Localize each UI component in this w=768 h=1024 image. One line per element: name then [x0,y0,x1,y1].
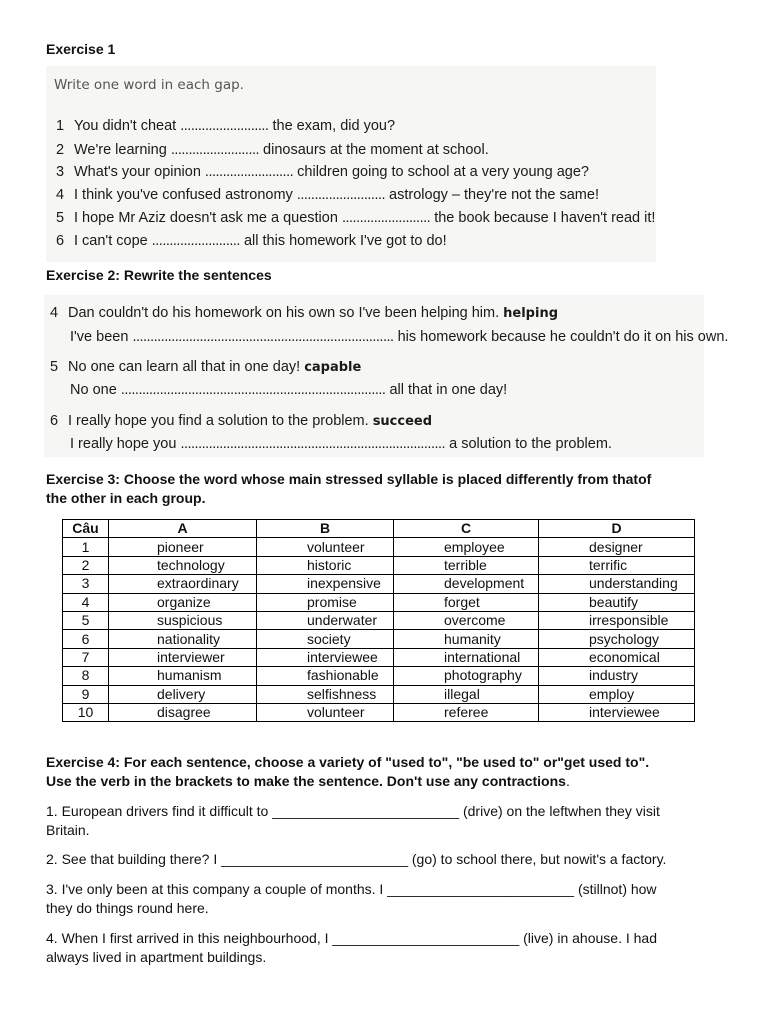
exercise1-item: 2 We're learning ......................... dinosaurs at the moment at school. [56,142,489,158]
column-header: Câu [63,520,109,538]
table-row [63,630,695,648]
column-header: C [394,520,539,538]
exercise1-heading: Exercise 1 [46,41,116,57]
exercise2-heading: Exercise 2: Rewrite the sentences [46,267,272,283]
table-cell: 1 [63,538,109,556]
table-cell: terrific [539,556,695,574]
exercise4-heading-line2: Use the verb in the brackets to make the sentence. Don't use any contractions [46,773,566,789]
exercise4-item: 3. I've only been at this company a couple of months. I ________________________ (stillnot) how they do things round here. [46,881,657,916]
table-cell: organize [109,593,257,611]
table-cell: 3 [63,575,109,593]
table-cell: designer [539,538,695,556]
exercise1-item: 6 I can't cope ......................... all this homework I've got to do! [56,233,447,249]
exercise1-item: 4 I think you've confused astronomy ......................... astrology – they're not the same! [56,187,599,203]
table-cell: irresponsible [539,611,695,629]
table-cell: 7 [63,648,109,666]
table-cell: 2 [63,556,109,574]
table-cell: extraordinary [109,575,257,593]
table-cell: economical [539,648,695,666]
table-cell: volunteer [257,538,394,556]
exercise1-item: 5 I hope Mr Aziz doesn't ask me a question ......................... the book because I haven't read it! [56,210,656,226]
table-cell: 9 [63,685,109,703]
exercise2-sentence: 5 No one can learn all that in one day! capable [50,359,362,375]
table-cell: forget [394,593,539,611]
column-header: A [109,520,257,538]
table-cell: historic [257,556,394,574]
exercise3-heading-line2: the other in each group. [46,490,206,506]
table-cell: interviewee [539,703,695,721]
exercise1-instruction: Write one word in each gap. [54,77,244,93]
table-row [63,667,695,685]
table-cell: industry [539,667,695,685]
exercise3-heading [46,470,651,508]
table-cell: promise [257,593,394,611]
table-cell: selfishness [257,685,394,703]
table-cell: 6 [63,630,109,648]
exercise4-item: 4. When I first arrived in this neighbourhood, I ________________________ (live) in ahouse. I had always lived in apartment buildings. [46,930,657,965]
table-row [63,556,695,574]
exercise4-heading-line1: Exercise 4: For each sentence, choose a variety of "used to", "be used to" or"get used to". [46,754,650,770]
exercise1-item: 1 You didn't cheat ......................... the exam, did you? [56,118,396,134]
table-cell: society [257,630,394,648]
table-cell: illegal [394,685,539,703]
table-cell: technology [109,556,257,574]
exercise2-answer-line: No one ........................................................................... all that in one day! [70,382,508,398]
table-cell: volunteer [257,703,394,721]
table-cell: referee [394,703,539,721]
table-cell: international [394,648,539,666]
exercise4-heading-period: . [565,773,570,789]
table-cell: inexpensive [257,575,394,593]
table-cell: overcome [394,611,539,629]
exercise4-item: 2. See that building there? I ________________________ (go) to school there, but nowit's a factory. [46,851,667,867]
table-cell: underwater [257,611,394,629]
exercise1-item: 3 What's your opinion ......................... children going to school at a very young age? [56,164,589,180]
table-cell: suspicious [109,611,257,629]
table-cell: 8 [63,667,109,685]
table-cell: employ [539,685,695,703]
table-cell: fashionable [257,667,394,685]
table-cell: humanism [109,667,257,685]
table-cell: 10 [63,703,109,721]
exercise4-item: 1. European drivers find it difficult to ________________________ (drive) on the leftwhen they visit Britain. [46,803,660,838]
table-cell: beautify [539,593,695,611]
table-header-row [63,520,695,538]
table-cell: 4 [63,593,109,611]
table-cell: disagree [109,703,257,721]
column-header: B [257,520,394,538]
table-row [63,648,695,666]
exercise2-answer-line: I really hope you ........................................................................... a solution to the problem. [70,436,612,452]
table-cell: interviewee [257,648,394,666]
table-row [63,538,695,556]
exercise2-sentence: 6 I really hope you find a solution to the problem. succeed [50,413,433,429]
table-cell: development [394,575,539,593]
table-row [63,685,695,703]
exercise1-block [46,66,656,262]
exercise4-heading [46,753,736,791]
table-cell: terrible [394,556,539,574]
table-cell: delivery [109,685,257,703]
table-row [63,575,695,593]
exercise3-heading-line1: Exercise 3: Choose the word whose main stressed syllable is placed differently from thatof [46,471,652,487]
table-row [63,611,695,629]
table-cell: nationality [109,630,257,648]
exercise2-answer-line: I've been .......................................................................... his homework because he couldn't do it on his own. [70,329,729,345]
stress-table [62,519,695,722]
table-cell: employee [394,538,539,556]
table-cell: psychology [539,630,695,648]
table-cell: pioneer [109,538,257,556]
table-cell: 5 [63,611,109,629]
table-row [63,703,695,721]
table-cell: photography [394,667,539,685]
column-header: D [539,520,695,538]
table-cell: interviewer [109,648,257,666]
table-cell: understanding [539,575,695,593]
table-cell: humanity [394,630,539,648]
table-row [63,593,695,611]
exercise2-block [44,295,729,457]
exercise2-sentence: 4 Dan couldn't do his homework on his own so I've been helping him. helping [50,305,559,321]
